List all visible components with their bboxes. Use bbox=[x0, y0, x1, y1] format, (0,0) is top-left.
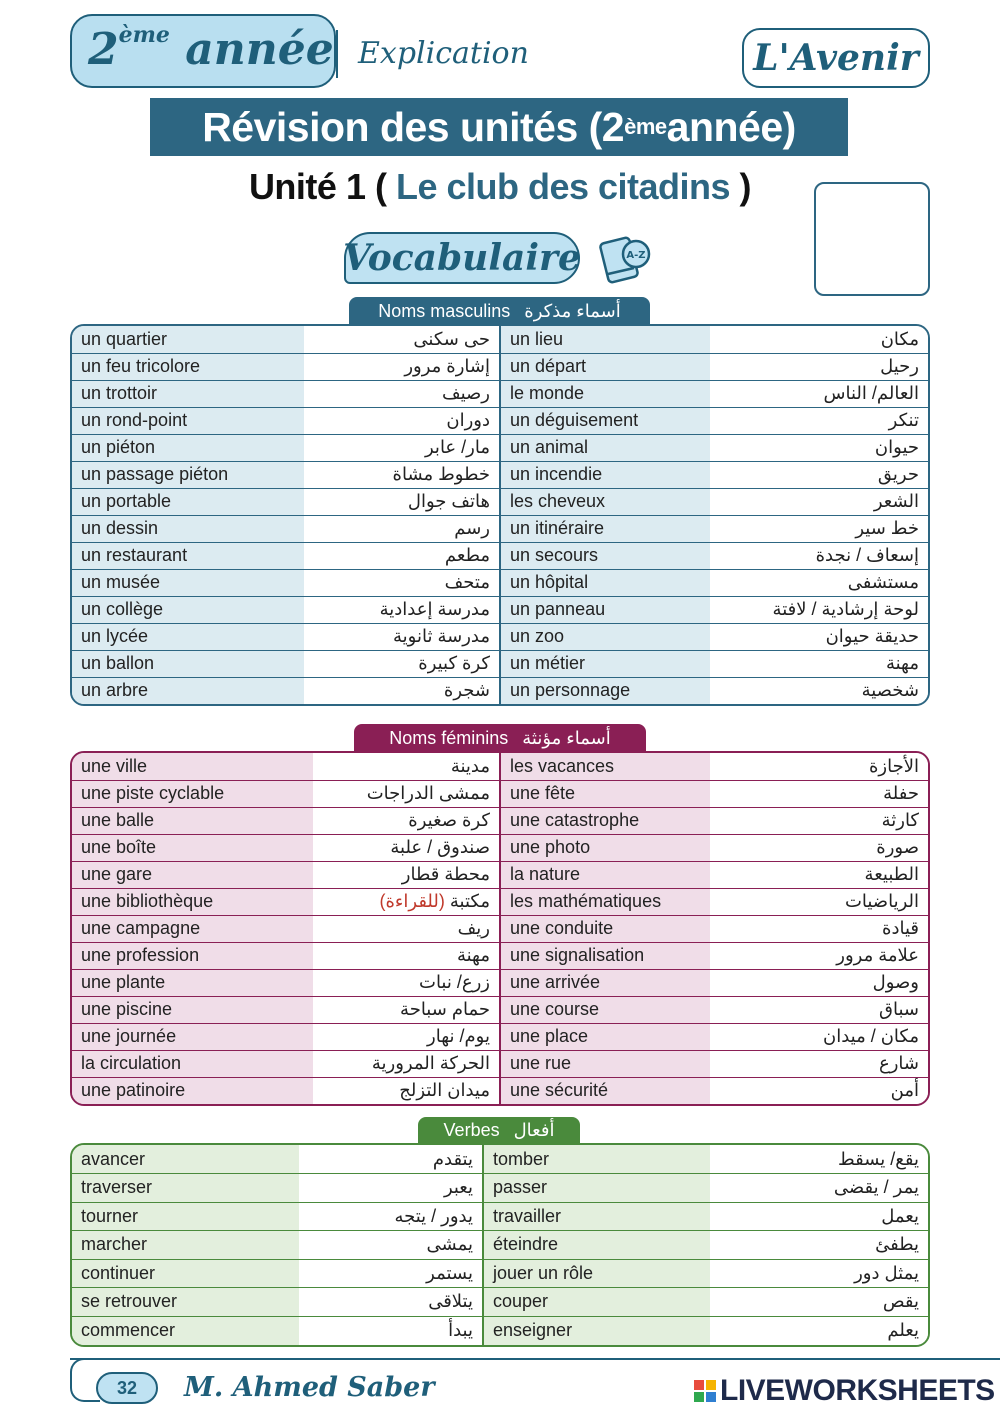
empty-answer-box[interactable] bbox=[814, 182, 930, 296]
arabic-translation: شخصية bbox=[710, 677, 928, 704]
french-term: un personnage bbox=[500, 677, 710, 704]
arabic-translation: يعبر bbox=[299, 1174, 483, 1203]
french-term: une balle bbox=[72, 807, 313, 834]
arabic-translation: إسعاف / نجدة bbox=[710, 542, 928, 569]
french-term: un feu tricolore bbox=[72, 353, 304, 380]
unit-title: Unité 1 ( Le club des citadins ) bbox=[248, 166, 752, 207]
french-term: une course bbox=[500, 996, 710, 1023]
french-term: le monde bbox=[500, 380, 710, 407]
french-term: un zoo bbox=[500, 623, 710, 650]
arabic-translation: يقص bbox=[710, 1288, 928, 1317]
french-term: une photo bbox=[500, 834, 710, 861]
arabic-translation: يمر / يقضى bbox=[710, 1174, 928, 1203]
french-term: une gare bbox=[72, 861, 313, 888]
arabic-translation: إشارة مرور bbox=[304, 353, 500, 380]
arabic-translation: متحف bbox=[304, 569, 500, 596]
section-verbes: Verbes أفعال bbox=[418, 1117, 580, 1144]
arabic-translation: مدرسة ثانوية bbox=[304, 623, 500, 650]
arabic-translation: ميدان التزلج bbox=[313, 1077, 500, 1104]
french-term: une signalisation bbox=[500, 942, 710, 969]
table-row bbox=[72, 807, 928, 834]
table-row bbox=[72, 461, 928, 488]
french-term: une sécurité bbox=[500, 1077, 710, 1104]
french-term: travailler bbox=[483, 1202, 710, 1231]
explication-label: Explication bbox=[358, 36, 529, 71]
french-term: un lycée bbox=[72, 623, 304, 650]
arabic-translation: يعمل bbox=[710, 1202, 928, 1231]
french-term: un départ bbox=[500, 353, 710, 380]
french-term: un dessin bbox=[72, 515, 304, 542]
french-term: une journée bbox=[72, 1023, 313, 1050]
table-row bbox=[72, 650, 928, 677]
table-row bbox=[72, 1174, 928, 1203]
arabic-translation: خطوط مشاة bbox=[304, 461, 500, 488]
french-term: les vacances bbox=[500, 753, 710, 780]
arabic-translation: حديقة حيوان bbox=[710, 623, 928, 650]
table-row bbox=[72, 753, 928, 780]
arabic-translation: يستمر bbox=[299, 1259, 483, 1288]
table-row bbox=[72, 834, 928, 861]
french-term: passer bbox=[483, 1174, 710, 1203]
french-term: un musée bbox=[72, 569, 304, 596]
arabic-translation: يوم/ نهار bbox=[313, 1023, 500, 1050]
french-term: un passage piéton bbox=[72, 461, 304, 488]
arabic-translation: حى سكنى bbox=[304, 326, 500, 353]
arabic-translation: يمثل دور bbox=[710, 1259, 928, 1288]
french-term: une piscine bbox=[72, 996, 313, 1023]
arabic-translation: لوحة إرشادية / لافتة bbox=[710, 596, 928, 623]
page-title: Révision des unités (2 ème année) bbox=[150, 98, 848, 156]
arabic-translation: مهنة bbox=[313, 942, 500, 969]
table-noms-feminins bbox=[70, 751, 930, 1106]
table-row bbox=[72, 915, 928, 942]
table-row bbox=[72, 1145, 928, 1174]
arabic-translation: يتقدم bbox=[299, 1145, 483, 1174]
section-noms-feminins: Noms féminins أسماء مؤنثة bbox=[354, 724, 646, 752]
table-row bbox=[72, 996, 928, 1023]
table-row bbox=[72, 677, 928, 704]
arabic-translation: الأجازة bbox=[710, 753, 928, 780]
arabic-translation: يقع/ يسقط bbox=[710, 1145, 928, 1174]
arabic-translation: ريف bbox=[313, 915, 500, 942]
arabic-translation: خط سير bbox=[710, 515, 928, 542]
vocabulaire-heading: Vocabulaire bbox=[344, 232, 580, 284]
arabic-translation: مستشفى bbox=[710, 569, 928, 596]
table-row bbox=[72, 888, 928, 915]
arabic-translation: الرياضيات bbox=[710, 888, 928, 915]
arabic-translation: زرع/ نبات bbox=[313, 969, 500, 996]
table-row bbox=[72, 1202, 928, 1231]
french-term: un déguisement bbox=[500, 407, 710, 434]
arabic-translation: سباق bbox=[710, 996, 928, 1023]
french-term: un piéton bbox=[72, 434, 304, 461]
french-term: un arbre bbox=[72, 677, 304, 704]
arabic-translation: رصيف bbox=[304, 380, 500, 407]
vocabulary-book-icon bbox=[596, 230, 654, 288]
french-term: un incendie bbox=[500, 461, 710, 488]
table-row bbox=[72, 596, 928, 623]
french-term: avancer bbox=[72, 1145, 299, 1174]
table-row bbox=[72, 1259, 928, 1288]
arabic-translation: يعلم bbox=[710, 1316, 928, 1345]
table-row bbox=[72, 515, 928, 542]
arabic-translation: حفلة bbox=[710, 780, 928, 807]
arabic-translation: حيوان bbox=[710, 434, 928, 461]
arabic-translation: مطعم bbox=[304, 542, 500, 569]
french-term: un collège bbox=[72, 596, 304, 623]
french-term: une fête bbox=[500, 780, 710, 807]
table-row bbox=[72, 407, 928, 434]
table-row bbox=[72, 623, 928, 650]
table-row bbox=[72, 1050, 928, 1077]
arabic-translation: مكان bbox=[710, 326, 928, 353]
table-row bbox=[72, 434, 928, 461]
arabic-translation: مار/ عابر bbox=[304, 434, 500, 461]
arabic-translation: وصول bbox=[710, 969, 928, 996]
level-title: 2ème année bbox=[88, 22, 334, 75]
table-row bbox=[72, 1077, 928, 1104]
french-term: une catastrophe bbox=[500, 807, 710, 834]
footer-divider bbox=[70, 1358, 1000, 1360]
french-term: une campagne bbox=[72, 915, 313, 942]
arabic-translation: مدينة bbox=[313, 753, 500, 780]
french-term: éteindre bbox=[483, 1231, 710, 1260]
arabic-translation: صورة bbox=[710, 834, 928, 861]
arabic-translation: شجرة bbox=[304, 677, 500, 704]
french-term: un animal bbox=[500, 434, 710, 461]
book-title: L'Avenir bbox=[742, 28, 930, 88]
french-term: un lieu bbox=[500, 326, 710, 353]
arabic-translation: محطة قطار bbox=[313, 861, 500, 888]
footer-bracket bbox=[70, 1358, 100, 1402]
french-term: tourner bbox=[72, 1202, 299, 1231]
french-term: un métier bbox=[500, 650, 710, 677]
author-name: M. Ahmed Saber bbox=[184, 1372, 435, 1403]
arabic-translation: كرة كبيرة bbox=[304, 650, 500, 677]
french-term: un hôpital bbox=[500, 569, 710, 596]
arabic-translation: مدرسة إعدادية bbox=[304, 596, 500, 623]
french-term: un ballon bbox=[72, 650, 304, 677]
french-term: un secours bbox=[500, 542, 710, 569]
page-number: 32 bbox=[96, 1372, 158, 1404]
french-term: un rond-point bbox=[72, 407, 304, 434]
french-term: les cheveux bbox=[500, 488, 710, 515]
table-row bbox=[72, 542, 928, 569]
french-term: couper bbox=[483, 1288, 710, 1317]
arabic-translation: يتلاقى bbox=[299, 1288, 483, 1317]
french-term: une piste cyclable bbox=[72, 780, 313, 807]
table-row bbox=[72, 1316, 928, 1345]
arabic-translation: الحركة المرورية bbox=[313, 1050, 500, 1077]
french-term: un quartier bbox=[72, 326, 304, 353]
french-term: une patinoire bbox=[72, 1077, 313, 1104]
arabic-translation: مكان / ميدان bbox=[710, 1023, 928, 1050]
translation-note: (للقراءة) bbox=[379, 891, 445, 911]
arabic-translation: حريق bbox=[710, 461, 928, 488]
table-row bbox=[72, 326, 928, 353]
table-row bbox=[72, 780, 928, 807]
arabic-translation: شارع bbox=[710, 1050, 928, 1077]
french-term: continuer bbox=[72, 1259, 299, 1288]
arabic-translation: مهنة bbox=[710, 650, 928, 677]
french-term: commencer bbox=[72, 1316, 299, 1345]
french-term: une profession bbox=[72, 942, 313, 969]
french-term: la nature bbox=[500, 861, 710, 888]
liveworksheets-logo: LIVEWORKSHEETS bbox=[694, 1374, 995, 1408]
french-term: un panneau bbox=[500, 596, 710, 623]
arabic-translation: ممشى الدراجات bbox=[313, 780, 500, 807]
arabic-translation: تنكر bbox=[710, 407, 928, 434]
french-term: se retrouver bbox=[72, 1288, 299, 1317]
table-row bbox=[72, 1231, 928, 1260]
french-term: une plante bbox=[72, 969, 313, 996]
french-term: tomber bbox=[483, 1145, 710, 1174]
french-term: un trottoir bbox=[72, 380, 304, 407]
french-term: une bibliothèque bbox=[72, 888, 313, 915]
table-row bbox=[72, 569, 928, 596]
table-row bbox=[72, 1288, 928, 1317]
arabic-translation: الطبيعة bbox=[710, 861, 928, 888]
arabic-translation bbox=[313, 888, 500, 915]
liveworksheets-icon bbox=[694, 1380, 716, 1402]
french-term: les mathématiques bbox=[500, 888, 710, 915]
table-row bbox=[72, 380, 928, 407]
french-term: une place bbox=[500, 1023, 710, 1050]
arabic-translation: دوران bbox=[304, 407, 500, 434]
arabic-translation: يبدأ bbox=[299, 1316, 483, 1345]
arabic-translation: حمام سباحة bbox=[313, 996, 500, 1023]
french-term: une boîte bbox=[72, 834, 313, 861]
french-term: la circulation bbox=[72, 1050, 313, 1077]
french-term: un restaurant bbox=[72, 542, 304, 569]
french-term: une arrivée bbox=[500, 969, 710, 996]
french-term: traverser bbox=[72, 1174, 299, 1203]
table-row bbox=[72, 861, 928, 888]
french-term: un portable bbox=[72, 488, 304, 515]
header-divider bbox=[336, 30, 338, 78]
arabic-translation: رحيل bbox=[710, 353, 928, 380]
table-row bbox=[72, 353, 928, 380]
arabic-translation: رسم bbox=[304, 515, 500, 542]
arabic-translation: الشعر bbox=[710, 488, 928, 515]
arabic-translation: كرة صغيرة bbox=[313, 807, 500, 834]
arabic-translation: كارثة bbox=[710, 807, 928, 834]
french-term: une conduite bbox=[500, 915, 710, 942]
arabic-translation: يدور / يتجه bbox=[299, 1202, 483, 1231]
arabic-translation: يطفئ bbox=[710, 1231, 928, 1260]
arabic-translation: صندوق / علبة bbox=[313, 834, 500, 861]
section-noms-masculins: Noms masculins أسماء مذكرة bbox=[349, 297, 650, 325]
french-term: une ville bbox=[72, 753, 313, 780]
table-row bbox=[72, 942, 928, 969]
arabic-translation: قيادة bbox=[710, 915, 928, 942]
arabic-translation: يمشى bbox=[299, 1231, 483, 1260]
french-term: enseigner bbox=[483, 1316, 710, 1345]
arabic-translation: أمن bbox=[710, 1077, 928, 1104]
arabic-translation: علامة مرور bbox=[710, 942, 928, 969]
arabic-translation-text: مكتبة bbox=[449, 891, 490, 911]
table-row bbox=[72, 969, 928, 996]
table-verbes bbox=[70, 1143, 930, 1347]
table-noms-masculins bbox=[70, 324, 930, 706]
french-term: une rue bbox=[500, 1050, 710, 1077]
french-term: marcher bbox=[72, 1231, 299, 1260]
arabic-translation: العالم/ الناس bbox=[710, 380, 928, 407]
french-term: jouer un rôle bbox=[483, 1259, 710, 1288]
arabic-translation: هاتف جوال bbox=[304, 488, 500, 515]
svg-text:A-Z: A-Z bbox=[626, 250, 646, 261]
french-term: un itinéraire bbox=[500, 515, 710, 542]
table-row bbox=[72, 488, 928, 515]
table-row bbox=[72, 1023, 928, 1050]
